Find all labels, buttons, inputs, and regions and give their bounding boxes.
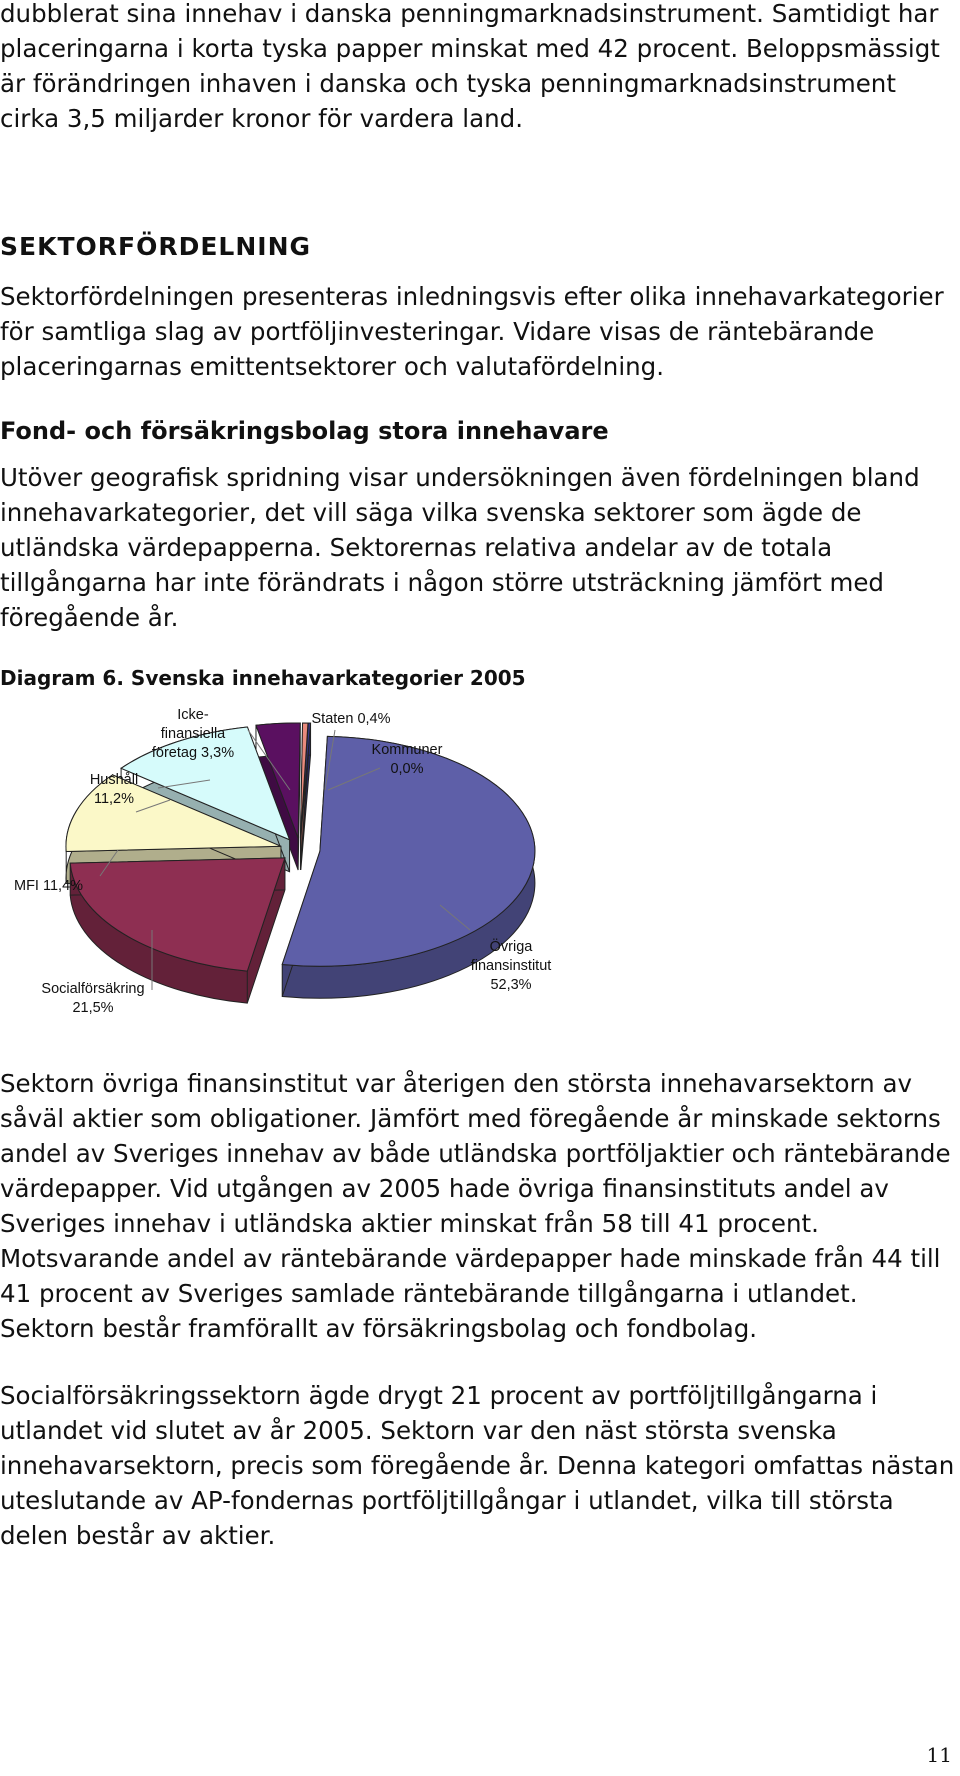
label-hushall: Hushåll 11,2% — [89, 772, 139, 807]
subsection-heading: Fond- och försäkringsbolag stora innehavare — [0, 417, 609, 445]
label-staten: Staten 0,4% — [311, 711, 391, 727]
pie-slice-socialförsäkring — [70, 858, 285, 971]
label-socialforsakring: Socialförsäkring 21,5% — [41, 981, 145, 1016]
label-icke-finansiella: Icke- finansiella företag 3,3% — [151, 707, 235, 761]
diagram-caption: Diagram 6. Svenska innehavarkategorier 2005 — [0, 666, 526, 690]
label-ovriga-finansinstitut: Övriga finansinstitut 52,3% — [470, 939, 552, 993]
label-kommuner: Kommuner 0,0% — [371, 742, 443, 777]
section-paragraph: Sektorfördelningen presenteras inledningsvis efter olika innehavarkategorier för samtliga slag av portföljinvesteringar. Vidare visas de räntebärande placeringarnas emittentsektorer och valutafördelning. — [0, 282, 944, 381]
section-heading: SEKTORFÖRDELNING — [0, 232, 312, 261]
body-paragraph-1: Sektorn övriga finansinstitut var återigen den största innehavarsektorn av såväl aktier som obligationer. Jämfört med föregående år minskade sektorns andel av Sveriges innehav av både utländska portföljaktier och räntebärande värdepapper. Vid utgången av 2005 hade övriga finansinstituts andel av Sveriges innehav i utländska aktier minskat från 58 till 41 procent. Motsvarande andel av räntebärande värdepapper hade minskade från 44 till 41 procent av Sveriges samlade räntebärande tillgångarna i utlandet. Sektorn består framförallt av försäkringsbolag och fondbolag. — [0, 1069, 951, 1343]
intro-paragraph: dubblerat sina innehav i danska penningmarknadsinstrument. Samtidigt har placeringarna i korta tyska papper minskat med 42 procent. Beloppsmässigt är förändringen inhaven i danska och tyska penningmarknadsinstrument cirka 3,5 miljarder kronor för vardera land. — [0, 0, 940, 133]
body-paragraph-2: Socialförsäkringssektorn ägde drygt 21 procent av portföljtillgångarna i utlandet vid slutet av år 2005. Sektorn var den näst största svenska innehavarsektorn, precis som föregående år. Denna kategori omfattas nästan uteslutande av AP-fondernas portföljtillgångar i utlandet, vilka till största delen består av aktier. — [0, 1381, 955, 1550]
page-number: 11 — [926, 1743, 952, 1767]
subsection-paragraph: Utöver geografisk spridning visar undersökningen även fördelningen bland innehavarkategorier, det vill säga vilka svenska sektorer som ägde de utländska värdepapperna. Sektorernas relativa andelar av de totala tillgångarna har inte förändrats i någon större utsträckning jämfört med föregående år. — [0, 463, 920, 632]
label-mfi: MFI 11,4% — [14, 878, 84, 894]
